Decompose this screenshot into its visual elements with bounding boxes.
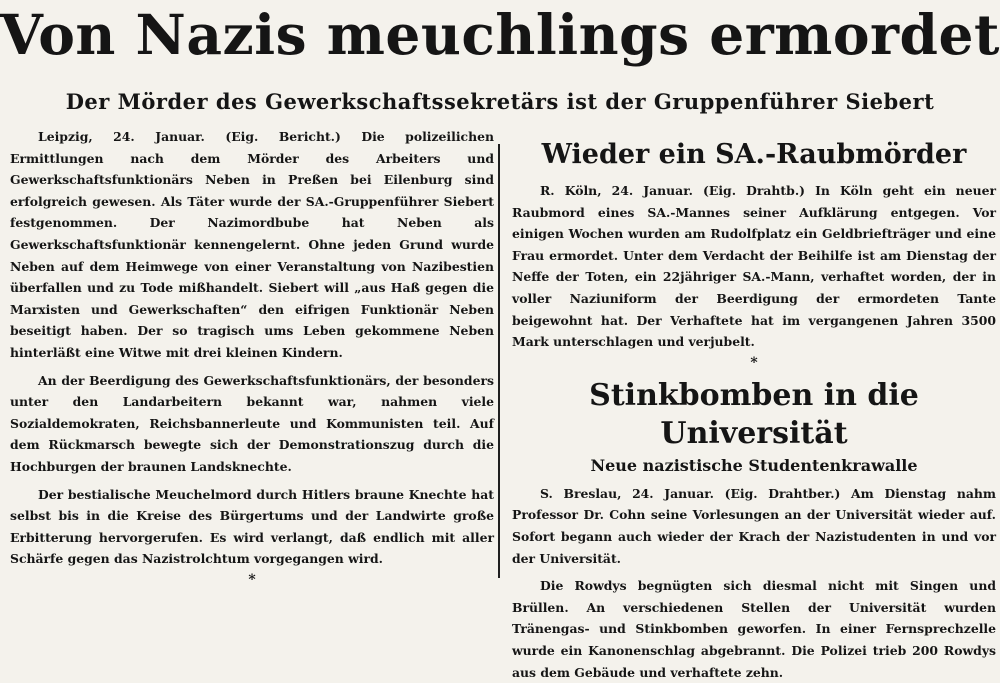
article1-headline: Wieder ein SA.-Raubmörder: [541, 139, 967, 170]
article2-subheadline: Neue nazistische Studentenkrawalle: [590, 455, 918, 475]
right-separator: *: [750, 354, 758, 371]
article1-paragraph: R. Köln, 24. Januar. (Eig. Drahtb.) In Köln geht ein neuer Raubmord eines SA.-Mannes seiner Aufklärung entgegen. Vor einigen Wochen wurden am Rudolfplatz ein Geldbriefträger und eine Frau ermordet. Unter dem Verdacht der Beihilfe ist am Dienstag der Neffe der Toten, ein 22jähriger SA.-Mann, verhaftet worden, der in voller Naziuniform der Beerdigung der ermordeten Tante beigewohnt hat. Der Verhaftete hat im vergangenen Jahren 3500 Mark unterschlagen und verjubelt.: [512, 183, 996, 350]
left-paragraph-1: Leipzig, 24. Januar. (Eig. Bericht.) Die polizeilichen Ermittlungen nach dem Mörder des Arbeiters und Gewerkschaftsfunktionärs Neben in Preßen bei Eilenburg sind erfolgreich gewesen. Als Täter wurde der SA.-Gruppenführer Siebert festgenommen. Der Nazimordbube hat Neben als Gewerkschaftsfunktionär kennengelernt. Ohne jeden Grund wurde Neben auf dem Heimwege von einer Veranstaltung von Nazibestien überfallen und zu Tode mißhandelt. Siebert will „aus Haß gegen die Marxisten und Gewerkschaften“ den eifrigen Funktionär Neben beseitigt haben. Der so tragisch ums Leben gekommene Neben hinterläßt eine Witwe mit drei kleinen Kindern.: [10, 129, 494, 360]
left-paragraph-2: An der Beerdigung des Gewerkschaftsfunktionärs, der besonders unter den Landarbeitern bekannt war, nahmen viele Sozialdemokraten, Reichsbannerleute und Kommunisten teil. Auf dem Rückmarsch bewegte sich der Demonstrationszug durch die Hochburgen der braunen Landsknechte.: [10, 372, 494, 474]
column-divider: [498, 144, 500, 578]
article2-paragraph-2: Die Rowdys begnügten sich diesmal nicht mit Singen und Brüllen. An verschiedenen Stellen der Universität wurden Tränengas- und Stinkbomben geworfen. In einer Fernsprechzelle wurde ein Kanonenschlag abgebrannt. Die Polizei trieb 200 Rowdys aus dem Gebäude und verhaftete zehn.: [512, 578, 996, 680]
subheadline: Der Mörder des Gewerkschaftssekretärs ist der Gruppenführer Siebert: [65, 89, 935, 114]
right-column: [512, 126, 996, 680]
left-column: [10, 126, 494, 588]
article2-paragraph-1: S. Breslau, 24. Januar. (Eig. Drahtber.) Am Dienstag nahm Professor Dr. Cohn seine Vorlesungen an der Universität wieder auf. Sofort begann auch wieder der Krach der Nazistudenten in und vor der Universität.: [512, 485, 996, 566]
left-paragraph-3: Der bestialische Meuchelmord durch Hitlers braune Knechte hat selbst bis in die Kreise des Bürgertums und der Landwirte große Erbitterung hervorgerufen. Es wird verlangt, daß endlich mit aller Schärfe gegen das Nazistrolchtum vorgegangen wird.: [10, 486, 494, 567]
article2-headline: Stinkbomben in die Universität: [589, 377, 919, 451]
headline: Von Nazis meuchlings ermordet: [0, 2, 1000, 67]
left-separator: *: [248, 571, 256, 588]
